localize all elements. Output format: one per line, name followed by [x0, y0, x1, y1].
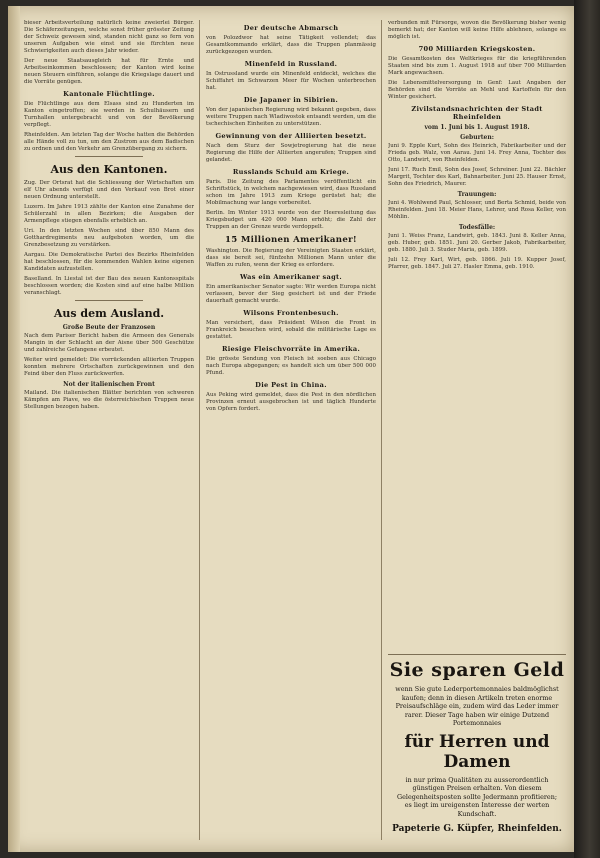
ad-headline: für Herren und Damen [404, 731, 550, 772]
article-text: Berlin. Im Winter 1913 wurde von der Heeresleitung das Kriegsbudget um 420 000 Mann erhöht; die Zahl der Truppen an der Grenze wurde verdoppelt. [206, 210, 376, 230]
article-subheading: Trauungen: [457, 191, 497, 198]
newspaper-page [8, 6, 574, 852]
ad-body: wenn Sie gute Lederportemonnaies baldmöglichst kaufen; denn in diesen Artikeln treten enorme Preisaufschläge ein, zudem wird das Leder immer rarer. Dieser Tage haben wir einige Dutzend Portemonnaies [395, 685, 559, 727]
section-heading-ausland: Aus dem Ausland. [53, 307, 165, 320]
article-text: Aargau. Die Demokratische Partei des Bezirks Rheinfelden hat beschlossen, für die kommenden Wahlen keine eigenen Kandidaten aufzustellen. [24, 252, 194, 272]
article-text: Die Flüchtlinge aus dem Elsass sind zu Hunderten im Kanton eingetroffen; sie werden in Schulhäusern und Turnhallen untergebracht und von der Bevölkerung verpflegt. [24, 101, 194, 128]
article-text: Man versichert, dass Präsident Wilson die Front in Frankreich besuchen wird, sobald die militärische Lage es gestattet. [206, 320, 376, 340]
article-text: Paris. Die Zeitung des Parlamentes veröffentlicht ein Schriftstück, in welchem nachgewiesen wird, dass Russland schon im Jahre 1913 zum Kriege gerüstet hat; die Mobilmachung war lange vorbereitet. [206, 179, 376, 206]
article-heading: Russlands Schuld am Kriege. [232, 168, 350, 176]
article-heading: Was ein Amerikaner sagt. [240, 273, 342, 281]
article-heading: Zivilstandsnachrichten der Stadt Rheinfelden [411, 105, 543, 121]
ad-footer: Papeterie G. Küpfer, Rheinfelden. [392, 824, 562, 834]
ad-title: Sie sparen Geld [389, 659, 565, 681]
separator [75, 156, 143, 157]
article-heading: Kantonale Flüchtlinge. [63, 90, 155, 98]
article-text: Juni 4. Wohlwend Paul, Schlosser, und Berta Schmid, beide von Rheinfelden. Juni 18. Meier Hans, Lehrer, und Rosa Keller, von Möhlin. [388, 200, 566, 220]
article-text: Juni 17. Ruch Emil, Sohn des Josef, Schreiner. Juni 22. Bächler Margrit, Tochter des Karl, Bahnarbeiter. Juni 25. Hauser Ernst, Sohn des Friedrich, Maurer. [388, 167, 566, 187]
article-subheading: vom 1. Juni bis 1. August 1918. [424, 124, 530, 131]
article-text: Nach dem Pariser Bericht haben die Armeen des Generals Mangin in der Schlacht an der Aisne über 500 Geschütze und zahlreiche Gefangene erbeutet. [24, 333, 194, 353]
article-text: Luzern. Im Jahre 1913 zählte der Kanton eine Zunahme der Schülerzahl in allen Bezirken; die Ausgaben der Armenpflege stiegen ebenfalls erheblich an. [24, 204, 194, 224]
article-text: Der neue Staatsausgleich hat für Ernte und Arbeitseinkommen beschlossen; der Kanton wird keine neuen Steuern einführen, solange die Kriegslage dauert und die Vorräte genügen. [24, 58, 194, 85]
column-2 [206, 20, 376, 842]
article-heading: Riesige Fleischvorräte in Amerika. [221, 345, 361, 353]
article-text: Mailand. Die italienischen Blätter berichten von schweren Kämpfen am Piave, wo die österreichischen Truppen neue Stellungen bezogen haben. [24, 390, 194, 410]
article-text: Die Lebensmittelversorgung in Genf: Laut Angaben der Behörden sind die Vorräte an Mehl und Kartoffeln für den Winter gesichert. [388, 80, 566, 100]
ad-body: in nur prima Qualitäten zu ausserordentlich günstigen Preisen erhalten. Von diesem Gelegenheitsposten sollte Jedermann profitieren; es liegt im ureigensten Interesse der werten Kundschaft. [397, 775, 557, 818]
article-text: Juli 12. Frey Karl, Wirt, geb. 1866. Juli 19. Kupper Josef, Pfarrer, geb. 1847. Juli 27. Hasler Emma, geb. 1910. [388, 257, 566, 270]
article-heading: Der deutsche Abmarsch [243, 24, 339, 32]
column-3 [388, 20, 566, 638]
advertisement [388, 654, 566, 845]
article-subheading: Todesfälle: [458, 224, 496, 231]
page-binding [8, 6, 20, 852]
article-subheading: Geburten: [460, 134, 494, 141]
article-heading: Die Pest in China. [255, 381, 327, 389]
article-text: Juni 1. Weiss Franz, Landwirt, geb. 1843. Juni 8. Keller Anna, geb. Huber, geb. 1851. Juni 20. Gerber Jakob, Fabrikarbeiter, geb. 1880. Juli 3. Studer Maria, geb. 1899. [388, 233, 566, 253]
article-text: Washington. Die Regierung der Vereinigten Staaten erklärt, dass sie bereit sei, fünfzehn Millionen Mann unter die Waffen zu rufen, wenn der Krieg es erfordere. [206, 248, 376, 268]
article-subheading: Not der italienischen Front [63, 381, 155, 388]
column-rule [381, 20, 382, 840]
article-subheading: Große Beute der Franzosen [62, 324, 156, 331]
article-text: Uri. In den letzten Wochen sind über 850 Mann des Gotthardregiments neu aufgeboten worden, um die Grenzbesetzung zu verstärken. [24, 228, 194, 248]
column-rule [199, 20, 200, 840]
article-text: Aus Peking wird gemeldet, dass die Pest in den nördlichen Provinzen erneut ausgebrochen ist und täglich Hunderte von Opfern fordert. [206, 392, 376, 412]
article-text: bieser Arbeitsverteilung natürlich keine zweierlei Bürger. Die Schäferzeitungen, welche sonst früher grösster Zeitung der Schweiz gewesen sind, standen nicht ganz so fern von unseren Aufgaben wie einst und sie fürchten neue Schwierigkeiten auch dieses Jahr wieder. [24, 20, 194, 54]
article-text: verbunden mit Fürsorge, wovon die Bevölkerung bisher wenig bemerkt hat; der Kanton will keine Hilfe ablehnen, solange es möglich ist. [388, 20, 566, 40]
article-text: Ein amerikanischer Senator sagte: Wir werden Europa nicht verlassen, bevor der Sieg gesichert ist und der Friede dauerhaft gemacht wurde. [206, 284, 376, 304]
article-heading: 700 Milliarden Kriegskosten. [418, 45, 536, 53]
article-heading: Die Japaner in Sibirien. [243, 96, 339, 104]
book-spine [574, 0, 600, 858]
separator [75, 300, 143, 301]
article-text: Rheinfelden. Am letzten Tag der Woche hatten die Behörden alle Hände voll zu tun, um den Zustrom aus dem Badischen zu ordnen und den Verkehr am Grenzübergang zu sichern. [24, 132, 194, 152]
article-text: Von der japanischen Regierung wird bekannt gegeben, dass weitere Truppen nach Wladiwostok entsandt werden, um die tschechischen Einheiten zu unterstützen. [206, 107, 376, 127]
article-heading: 15 Millionen Amerikaner! [225, 235, 357, 245]
article-text: In Ostrussland wurde ein Minenfeld entdeckt, welches die Schiffahrt im Schwarzen Meer für Wochen unterbrochen hat. [206, 71, 376, 91]
article-text: Zug. Der Ortsrat hat die Schliessung der Wirtschaften um elf Uhr abends verfügt und den Verkauf von Brot einer neuen Ordnung unterstellt. [24, 180, 194, 200]
article-text: Die Gesamtkosten des Weltkrieges für die kriegführenden Staaten sind bis zum 1. August 1918 auf über 700 Milliarden Mark angewachsen. [388, 56, 566, 76]
section-heading-kantonen: Aus den Kantonen. [50, 163, 168, 176]
article-text: von Polozdwor hat seine Tätigkeit vollendet; das Gesamtkommando erklärt, dass die Truppen planmässig zurückgezogen wurden. [206, 35, 376, 55]
article-text: Die grösste Sendung von Fleisch ist soeben aus Chicago nach Europa abgegangen; es handelt sich um über 500 000 Pfund. [206, 356, 376, 376]
article-heading: Wilsons Frontenbesuch. [243, 309, 339, 317]
article-text: Juni 9. Epple Kurt, Sohn des Heinrich, Fabrikarbeiter und der Frieda geb. Walz, von Aarau. Juni 14. Frey Anna, Tochter des Otto, Landwirt, von Rheinfelden. [388, 143, 566, 163]
article-text: Weiter wird gemeldet: Die vorrückenden alliierten Truppen konnten mehrere Ortschaften zurückgewinnen und den Feind über den Fluss zurückwerfen. [24, 357, 194, 377]
column-1 [24, 20, 194, 842]
article-heading: Gewinnung von der Alliierten besetzt. [215, 132, 367, 140]
article-text: Baselland. In Liestal ist der Bau des neuen Kantonsspitals beschlossen worden; die Kosten sind auf eine halbe Million veranschlagt. [24, 276, 194, 296]
article-text: Nach dem Sturz der Sowjetregierung hat die neue Regierung die Hilfe der Alliierten angerufen; Truppen sind gelandet. [206, 143, 376, 163]
article-heading: Minenfeld in Russland. [244, 60, 338, 68]
